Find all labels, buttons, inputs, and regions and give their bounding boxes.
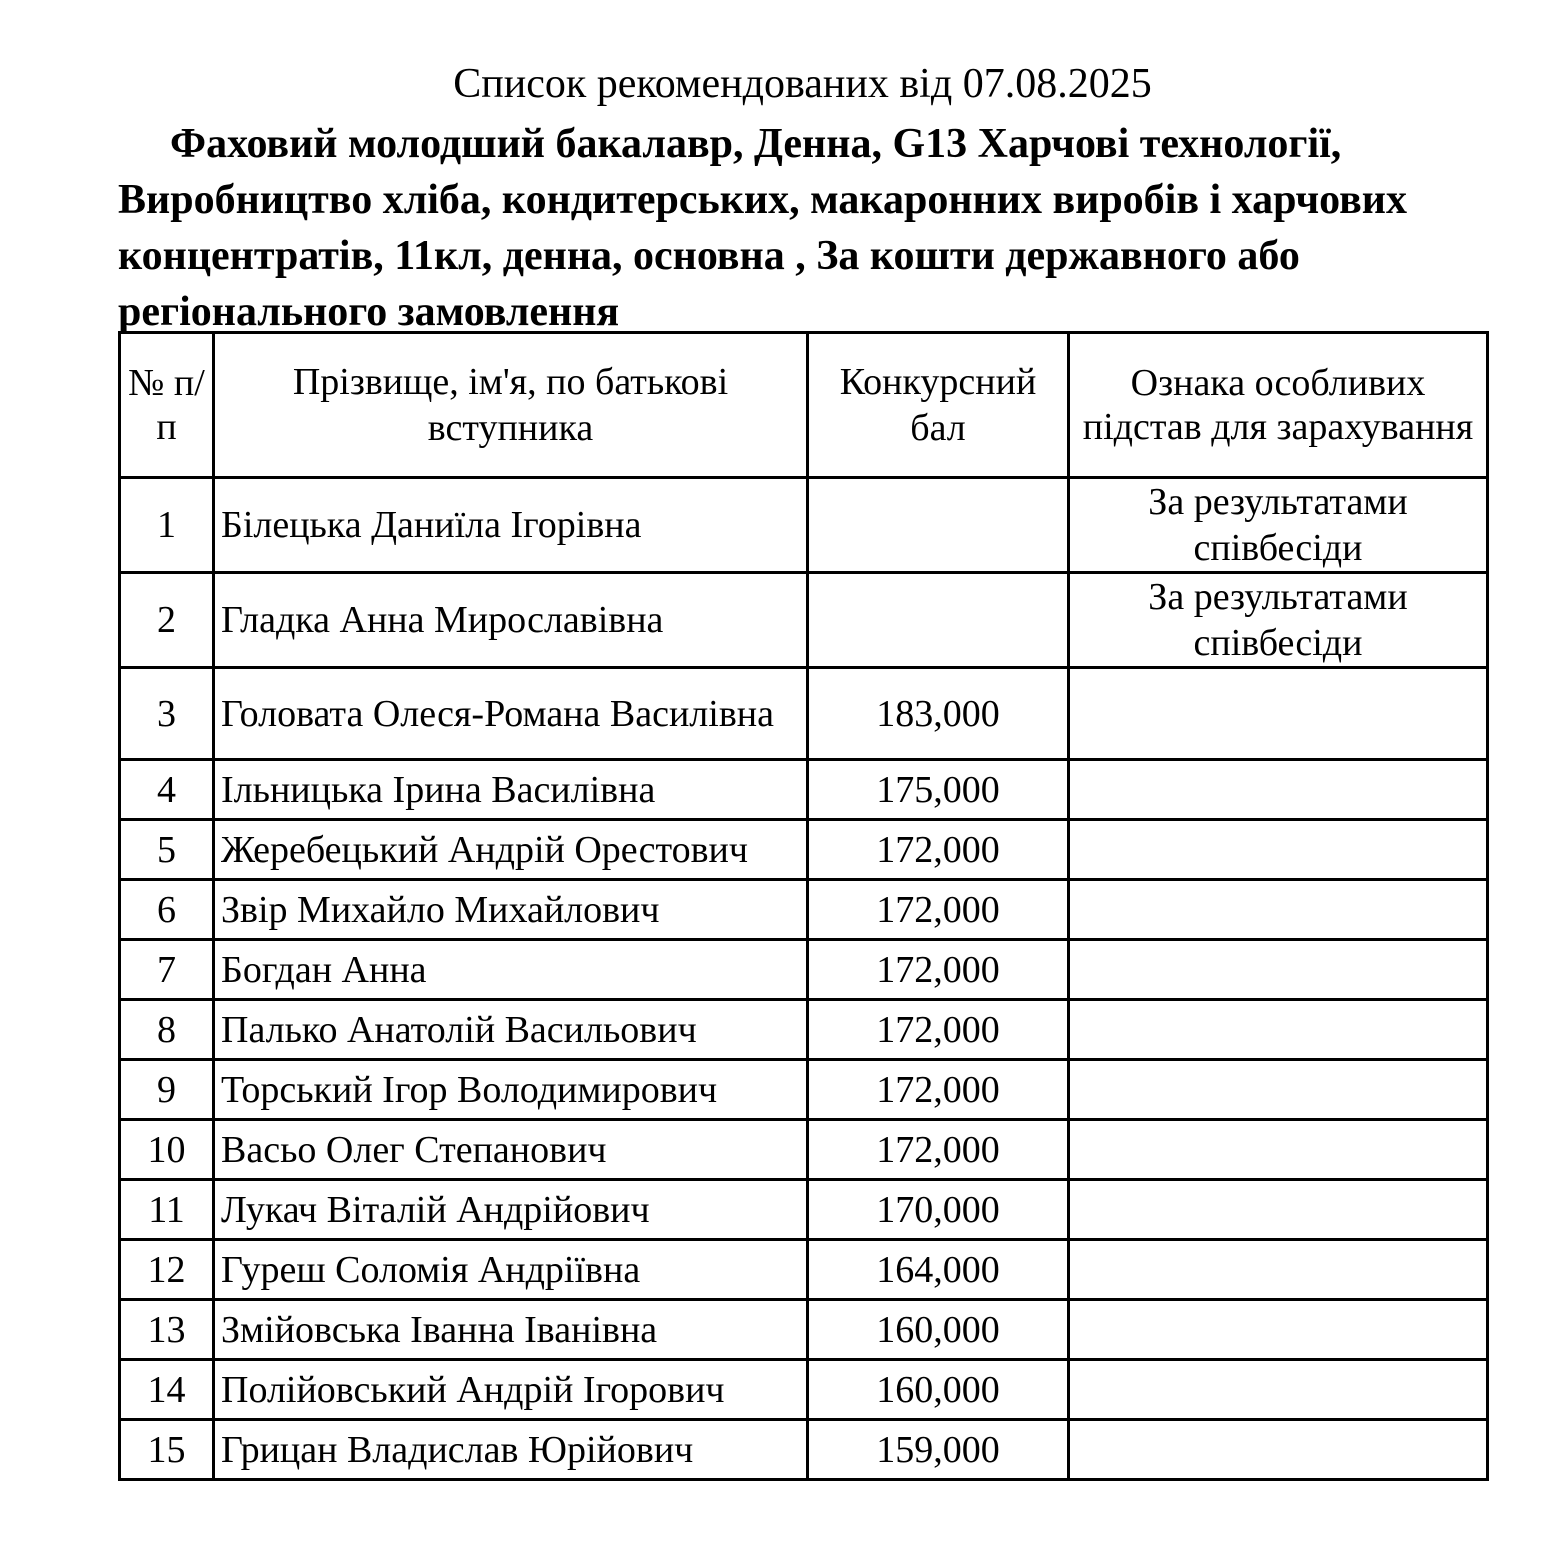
- row-name: Гладка Анна Мирославівна: [214, 573, 808, 668]
- row-name: Васьо Олег Степанович: [214, 1120, 808, 1180]
- row-name: Білецька Даниїла Ігорівна: [214, 478, 808, 573]
- table-row: [120, 820, 1488, 880]
- table-row: [120, 1180, 1488, 1240]
- table-row: [120, 1000, 1488, 1060]
- row-basis: [1069, 1300, 1488, 1360]
- row-score: 172,000: [808, 820, 1069, 880]
- row-basis: [1069, 760, 1488, 820]
- row-basis: [1069, 940, 1488, 1000]
- applicants-table: [118, 331, 1489, 1481]
- row-name: Змійовська Іванна Іванівна: [214, 1300, 808, 1360]
- table-row: [120, 760, 1488, 820]
- document-subtitle: Фаховий молодший бакалавр, Денна, G13 Харчові технології, Виробництво хліба, кондитерських, макаронних виробів і харчових концентратів, 11кл, денна, основна , За кошти державного або регіонального замовлення: [118, 121, 1407, 335]
- document-title: Список рекомендованих від 07.08.2025: [453, 61, 1152, 107]
- row-name: Грицан Владислав Юрійович: [214, 1420, 808, 1480]
- row-basis: [1069, 668, 1488, 760]
- row-number: 14: [120, 1360, 214, 1420]
- header-name: Прізвище, ім'я, по батькові вступника: [214, 333, 808, 478]
- row-score: 172,000: [808, 1000, 1069, 1060]
- row-score: 159,000: [808, 1420, 1069, 1480]
- row-name: Гуреш Соломія Андріївна: [214, 1240, 808, 1300]
- row-basis: За результатами співбесіди: [1069, 478, 1488, 573]
- header-score: Конкурсний бал: [808, 333, 1069, 478]
- row-basis: [1069, 1120, 1488, 1180]
- table-header-row: [120, 333, 1488, 478]
- table-row: [120, 668, 1488, 760]
- header-number: № п/п: [120, 333, 214, 478]
- row-number: 9: [120, 1060, 214, 1120]
- row-name: Головата Олеся-Романа Василівна: [214, 668, 808, 760]
- table-row: [120, 880, 1488, 940]
- row-basis: За результатами співбесіди: [1069, 573, 1488, 668]
- table-row: [120, 1120, 1488, 1180]
- table-row: [120, 478, 1488, 573]
- row-basis: [1069, 1000, 1488, 1060]
- row-score: [808, 478, 1069, 573]
- row-number: 4: [120, 760, 214, 820]
- table-row: [120, 1360, 1488, 1420]
- row-score: 172,000: [808, 1120, 1069, 1180]
- row-number: 2: [120, 573, 214, 668]
- row-name: Полійовський Андрій Ігорович: [214, 1360, 808, 1420]
- row-basis: [1069, 1240, 1488, 1300]
- table-row: [120, 1420, 1488, 1480]
- row-score: [808, 573, 1069, 668]
- table-row: [120, 573, 1488, 668]
- row-basis: [1069, 880, 1488, 940]
- row-basis: [1069, 1180, 1488, 1240]
- row-name: Ільницька Ірина Василівна: [214, 760, 808, 820]
- row-name: Палько Анатолій Васильович: [214, 1000, 808, 1060]
- row-number: 13: [120, 1300, 214, 1360]
- row-number: 6: [120, 880, 214, 940]
- row-number: 7: [120, 940, 214, 1000]
- row-score: 164,000: [808, 1240, 1069, 1300]
- row-score: 172,000: [808, 1060, 1069, 1120]
- row-name: Звір Михайло Михайлович: [214, 880, 808, 940]
- row-basis: [1069, 1420, 1488, 1480]
- header-basis: Ознака особливих підстав для зарахування: [1069, 333, 1488, 478]
- row-name: Лукач Віталій Андрійович: [214, 1180, 808, 1240]
- row-name: Жеребецький Андрій Орестович: [214, 820, 808, 880]
- row-score: 175,000: [808, 760, 1069, 820]
- row-number: 12: [120, 1240, 214, 1300]
- row-number: 5: [120, 820, 214, 880]
- row-score: 183,000: [808, 668, 1069, 760]
- row-score: 160,000: [808, 1300, 1069, 1360]
- row-number: 8: [120, 1000, 214, 1060]
- row-number: 10: [120, 1120, 214, 1180]
- row-number: 3: [120, 668, 214, 760]
- table-row: [120, 1060, 1488, 1120]
- row-score: 172,000: [808, 880, 1069, 940]
- row-number: 1: [120, 478, 214, 573]
- row-score: 172,000: [808, 940, 1069, 1000]
- row-number: 15: [120, 1420, 214, 1480]
- row-number: 11: [120, 1180, 214, 1240]
- table-row: [120, 1240, 1488, 1300]
- row-basis: [1069, 1360, 1488, 1420]
- table-row: [120, 940, 1488, 1000]
- table-row: [120, 1300, 1488, 1360]
- row-name: Богдан Анна: [214, 940, 808, 1000]
- row-score: 170,000: [808, 1180, 1069, 1240]
- row-basis: [1069, 820, 1488, 880]
- row-basis: [1069, 1060, 1488, 1120]
- row-score: 160,000: [808, 1360, 1069, 1420]
- row-name: Торський Ігор Володимирович: [214, 1060, 808, 1120]
